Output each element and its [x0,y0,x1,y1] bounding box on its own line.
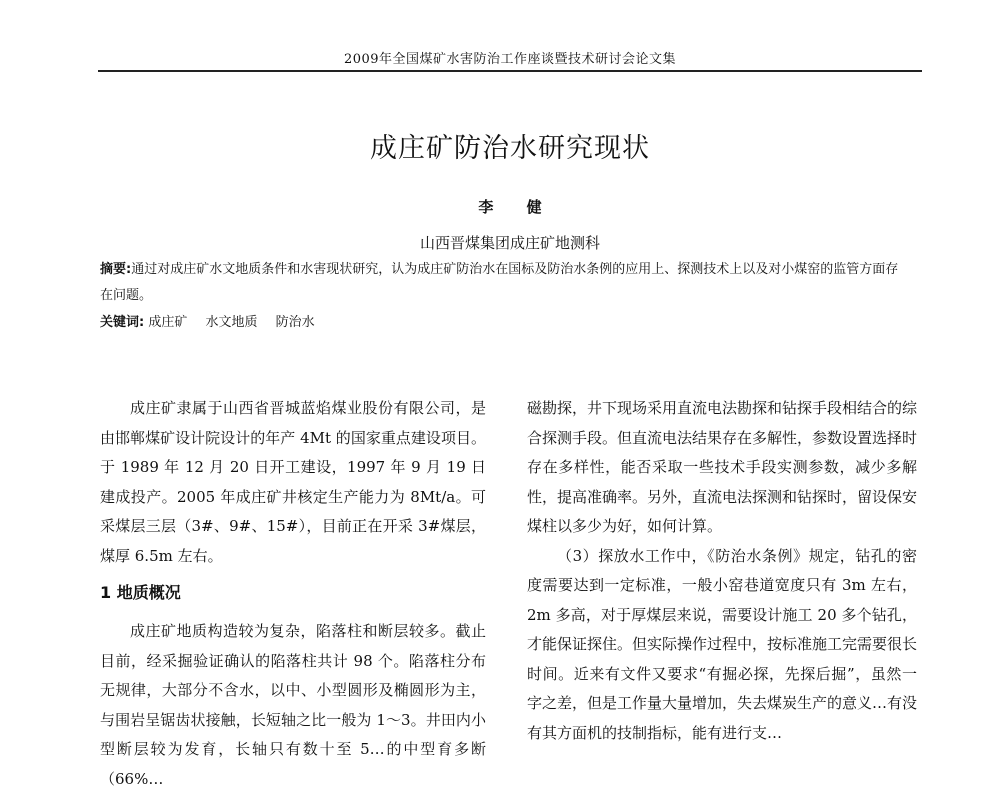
abstract-label: 摘要: [100,262,132,277]
keyword: 成庄矿 [148,315,188,330]
body-paragraph: （3）探放水工作中，《防治水条例》规定，钻孔的密度需要达到一定标准，一般小窑巷道宽度只有 3m 左右，2m 多高，对于厚煤层来说，需要设计施工 20 多个钻孔，才能保证探住。但实际操作过程中，按标准施工完需要很长时间。近来有文件又要求“有掘必探，先探后掘”，虽然一字之差，但是工作量大量增加，失去煤炭生产的意义…有没有其方面机的技制指标，能有进行支… [527,546,918,742]
paper-affiliation: 山西晋煤集团成庄矿地测科 [419,234,600,252]
body-paragraph: 磁勘探，井下现场采用直流电法勘探和钻探手段相结合的综合探测手段。但直流电法结果存在多解性，参数设置选择时存在多样性，能否采取一些技术手段实测参数，减少多解性，提高准确率。另外，直流电法探测和钻探时，留设保安煤柱以多少为好，如何计算。 [527,399,918,535]
running-header: 2009年全国煤矿水害防治工作座谈暨技术研讨会论文集 [343,52,677,67]
keywords [100,313,910,333]
abstract [100,257,910,309]
keywords-label: 关键词: [100,315,145,330]
right-column [527,394,917,748]
abstract-text: 通过对成庄矿水文地质条件和水害现状研究，认为成庄矿防治水在国标及防治水条例的应用上、探测技术上以及对小煤窑的监管方面存在问题。 [100,262,899,303]
left-column [100,394,486,794]
body-paragraph: 成庄矿隶属于山西省晋城蓝焰煤业股份有限公司，是由邯郸煤矿设计院设计的年产 4Mt 的国家重点建设项目。于 1989 年 12 月 20 日开工建设，1997 年 9 月 19 日建成投产。2005 年成庄矿井核定生产能力为 8Mt/a。可采煤层三层（3#、9#、15#），目前正在开采 3#煤层，煤厚 6.5m 左右。 [100,399,486,565]
paper-title: 成庄矿防治水研究现状 [370,133,650,164]
section-heading: 1 地质概况 [100,583,181,602]
header-rule [98,70,922,72]
keyword: 水文地质 [205,315,258,330]
keyword: 防治水 [275,315,315,330]
paper-author: 李 健 [478,198,556,216]
body-paragraph: 成庄矿地质构造较为复杂，陷落柱和断层较多。截止目前，经采掘验证确认的陷落柱共计 98 个。陷落柱分布无规律，大部分不含水，以中、小型圆形及椭圆形为主，与围岩呈锯齿状接触，长短轴之比一般为 1～3。井田内小型断层较为发育，长轴只有数十至 5…的中型育多断（66%… [100,622,486,788]
